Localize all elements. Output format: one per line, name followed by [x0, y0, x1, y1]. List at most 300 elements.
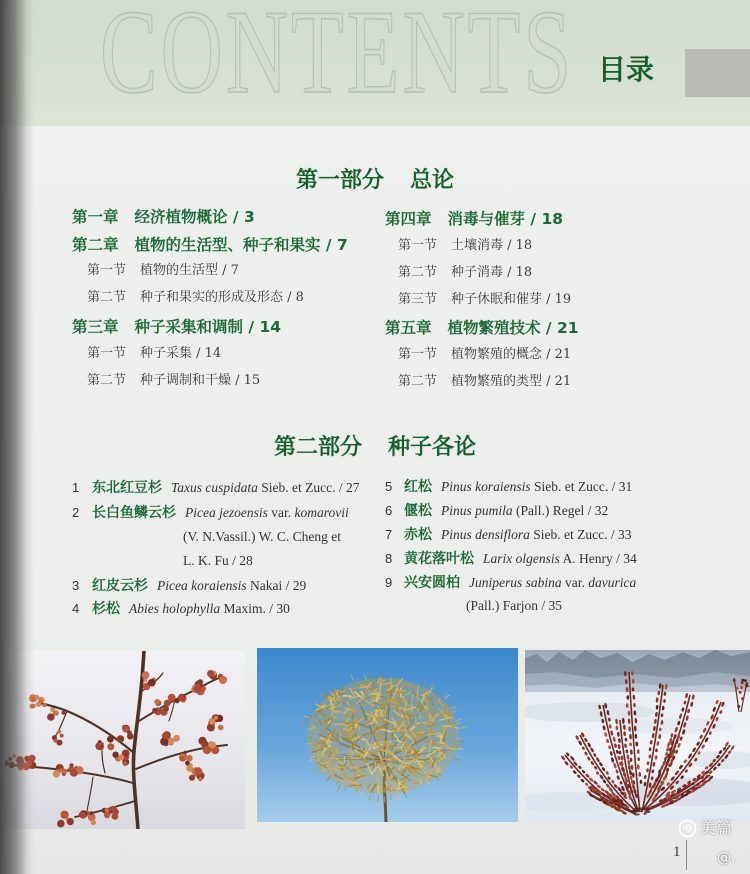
red-plant-seed	[733, 679, 736, 682]
red-plant-seed	[685, 693, 689, 699]
section-number: 第三节	[398, 292, 438, 307]
contents-watermark: CONTENTS	[100, 0, 575, 118]
red-plant-seed	[585, 773, 590, 778]
page-title: 目录	[598, 53, 655, 86]
red-plant-seed	[575, 735, 580, 741]
red-plant-seed	[650, 776, 653, 780]
red-plant-seed	[736, 687, 739, 690]
flower-bud	[209, 742, 216, 749]
red-plant-seed	[687, 709, 691, 714]
red-plant-seed	[618, 738, 621, 743]
flower-bud	[194, 767, 202, 775]
red-plant-seed	[609, 751, 613, 756]
tree-twig	[398, 795, 399, 801]
app-watermark: 美篇	[700, 818, 733, 837]
tree-twig	[405, 793, 407, 799]
tree-leaf	[391, 778, 397, 779]
flower-bud	[198, 777, 202, 781]
red-plant-seed	[617, 744, 620, 749]
red-plant-seed	[737, 705, 740, 708]
species-entry-9	[385, 573, 636, 593]
species-entry-2-continuation: (V. N.Vassil.) W. C. Cheng et	[183, 529, 342, 544]
header-band	[0, 0, 750, 126]
tree-twig	[423, 681, 426, 686]
section-title: 种子采集 / 14	[140, 346, 222, 361]
species-entry-3	[72, 576, 306, 596]
flower-cluster	[191, 679, 206, 695]
part2-label: 第二部分	[273, 434, 362, 460]
chapter-title: 经济植物概论 / 3	[134, 208, 255, 226]
flower-bud	[209, 718, 216, 725]
tree-twig	[351, 675, 353, 681]
red-plant-seed	[623, 731, 626, 736]
part2-heading	[0, 434, 750, 460]
flower-bud	[203, 746, 211, 754]
tree-twig	[458, 742, 464, 743]
red-plant-seed	[615, 769, 619, 774]
red-plant-seed	[578, 765, 582, 770]
tree-leaf	[450, 748, 454, 749]
red-plant-seed	[655, 697, 658, 703]
flower-bud	[99, 745, 103, 749]
species-entry-9-continuation: (Pall.) Farjon / 35	[466, 598, 562, 613]
tree-twig	[455, 755, 461, 757]
red-plant-seed	[744, 679, 747, 682]
red-plant-seed	[655, 705, 658, 710]
species-chinese-name: 兴安圆柏	[404, 575, 460, 591]
red-plant-seed	[595, 757, 600, 763]
red-plant-seed	[630, 758, 633, 762]
tree-leaf	[335, 724, 344, 725]
tree-leaf	[408, 715, 414, 716]
red-plant-seed	[564, 760, 569, 766]
red-plant-seed	[602, 725, 606, 730]
tree-leaf	[378, 786, 379, 793]
red-plant-seed	[691, 694, 695, 700]
red-plant-seed	[635, 741, 638, 746]
flower-bud	[29, 755, 36, 762]
flower-cluster	[53, 764, 68, 778]
species-entry-8	[385, 549, 637, 569]
chapter-number: 第二章	[72, 236, 119, 254]
red-plant-seed	[605, 771, 610, 776]
toc-section-5-1	[398, 345, 571, 365]
red-plant-seed	[620, 755, 623, 760]
flower-bud	[57, 766, 61, 770]
red-plant-seed	[626, 754, 629, 760]
part1-heading	[0, 167, 750, 193]
flower-bud	[36, 701, 42, 707]
red-plant-seed	[610, 730, 614, 736]
species-number: 1	[72, 480, 80, 495]
flower-bud	[127, 730, 132, 735]
chapter-title: 消毒与催芽 / 18	[447, 210, 564, 228]
red-plant-seed	[678, 764, 683, 770]
tree-leaf	[343, 696, 350, 697]
ground-debris	[646, 808, 649, 810]
species-latin-name: Picea koraiensis	[157, 578, 247, 593]
tree-leaf	[417, 686, 418, 698]
tree-twig	[454, 758, 460, 760]
photo-golden-shrub	[257, 648, 518, 822]
red-plant-seed	[632, 695, 635, 700]
flower-bud	[122, 725, 127, 730]
red-plant-seed	[608, 745, 611, 749]
species-latin-name: Abies holophylla	[129, 601, 221, 616]
logo-swirl	[683, 825, 691, 831]
species-number: 6	[385, 503, 393, 518]
watermark-handle: @.	[717, 850, 736, 866]
flower-bud	[42, 703, 47, 708]
tree-leaf	[366, 745, 377, 746]
flower-cluster	[95, 736, 114, 751]
species-latin-name: Juniperus sabina	[469, 575, 562, 590]
tree-leaf	[413, 783, 419, 784]
flower-cluster	[52, 730, 64, 746]
red-plant-seed	[628, 765, 632, 771]
tree-leaf	[412, 704, 413, 711]
ground-debris	[644, 811, 651, 813]
branch	[133, 651, 144, 829]
tree-twig	[461, 727, 467, 728]
flower-bud	[57, 730, 61, 734]
section-title: 种子调制和干燥 / 15	[140, 373, 261, 388]
red-plant-seed	[625, 749, 628, 753]
red-plant-seed	[646, 761, 649, 765]
section-title: 土壤消毒 / 18	[451, 238, 533, 253]
branch	[87, 777, 93, 811]
flower-bud	[62, 711, 66, 715]
species-number: 7	[385, 527, 393, 542]
species-author-page: Sieb. et Zucc. / 33	[533, 527, 632, 542]
chapter-number: 第四章	[385, 210, 432, 228]
flower-bud	[80, 812, 87, 819]
red-plant-seed	[741, 697, 744, 700]
page-number: 1	[673, 844, 681, 860]
flower-cluster	[29, 694, 47, 708]
toc-chapter-5	[385, 318, 579, 338]
species-number: 5	[385, 479, 393, 494]
red-plant-seed	[660, 713, 663, 717]
red-plant-seed	[739, 691, 742, 694]
red-plant-seed	[611, 779, 616, 784]
species-author-page: (Pall.) Regel / 32	[516, 503, 609, 518]
tree-leaf	[341, 727, 342, 734]
tree-leaf	[364, 691, 365, 701]
flower-bud	[105, 808, 109, 812]
section-number: 第二节	[87, 290, 127, 305]
red-plant-seed	[576, 774, 581, 779]
red-plant-seed	[654, 755, 657, 760]
flower-bud	[185, 761, 190, 766]
species-chinese-name: 偃松	[404, 503, 432, 519]
species-author-page: Sieb. et Zucc. / 31	[534, 479, 633, 494]
section-number: 第二节	[87, 373, 127, 388]
red-plant-seed	[632, 772, 635, 778]
red-plant-seed	[646, 768, 649, 772]
red-plant-seed	[638, 772, 641, 777]
red-plant-seed	[630, 749, 633, 754]
tree-twig	[300, 723, 306, 724]
red-plant-seed	[618, 751, 621, 755]
section-title: 植物繁殖的概念 / 21	[451, 347, 572, 362]
section-number: 第一节	[87, 263, 127, 278]
tree-leaf	[432, 695, 433, 705]
red-plant-seed	[655, 712, 658, 717]
flower-bud	[189, 775, 195, 781]
red-plant-seed	[593, 780, 599, 786]
part1-label: 第一部分	[295, 167, 384, 193]
red-plant-seed	[626, 695, 629, 700]
red-plant-seed	[587, 756, 591, 761]
red-plant-seed	[637, 764, 640, 769]
section-number: 第二节	[398, 374, 438, 389]
red-plant-seed	[584, 751, 588, 756]
flower-bud	[12, 754, 16, 758]
species-chinese-name: 东北红豆杉	[92, 480, 162, 496]
flower-bud	[16, 756, 24, 764]
tree-leaf	[440, 750, 441, 759]
flower-bud	[8, 757, 12, 761]
red-plant-seed	[584, 782, 588, 786]
species-latin-name: Larix olgensis	[483, 551, 560, 566]
tree-twig	[441, 777, 445, 781]
flower-bud	[117, 735, 124, 742]
red-plant-seed	[649, 747, 652, 751]
tree-leaf	[441, 738, 442, 742]
species-infraspecific-name: komarovii	[294, 505, 349, 520]
toc-chapter-1	[72, 207, 255, 227]
toc-section-3-2	[87, 371, 260, 391]
species-number: 2	[72, 505, 80, 520]
tree-leaf	[380, 682, 381, 692]
flower-bud	[197, 684, 201, 688]
flower-bud	[53, 770, 60, 777]
chapter-number: 第一章	[72, 208, 119, 226]
species-latin-name: Pinus densiflora	[441, 527, 530, 542]
red-plant-seed	[596, 771, 600, 775]
red-plant-seed	[590, 747, 595, 753]
red-plant-seed	[677, 743, 681, 748]
page-number-rule	[686, 840, 687, 870]
flower-bud	[173, 737, 177, 741]
red-plant-seed	[593, 753, 597, 758]
flower-bud	[57, 740, 63, 746]
flower-bud	[164, 706, 169, 711]
species-latin-name: Taxus cuspidata	[171, 480, 258, 495]
flower-cluster	[160, 731, 180, 746]
tree-twig	[443, 693, 448, 697]
tree-twig	[391, 794, 392, 800]
photo-red-plant-in-snow	[525, 650, 750, 822]
flower-cluster	[57, 811, 74, 828]
flower-cluster	[102, 806, 119, 820]
species-number: 9	[385, 575, 393, 590]
part1-title: 总论	[410, 167, 455, 193]
chapter-title: 植物繁殖技术 / 21	[447, 319, 579, 337]
flower-bud	[154, 699, 160, 705]
red-plant-seed	[663, 692, 666, 696]
header-tab-block	[685, 49, 750, 97]
flower-bud	[118, 754, 124, 760]
red-plant-seed	[658, 734, 661, 739]
red-plant-seed	[614, 743, 618, 748]
tree-twig	[454, 762, 459, 765]
flower-cluster	[179, 753, 193, 771]
red-plant-seed	[651, 769, 654, 773]
flower-bud	[50, 708, 55, 713]
tree-twig	[445, 695, 450, 699]
flower-cluster	[207, 714, 224, 731]
flower-bud	[148, 679, 156, 687]
flower-bud	[152, 708, 157, 713]
red-plant-seed	[648, 754, 651, 758]
flower-bud	[70, 769, 78, 777]
red-plant-seed	[740, 686, 743, 689]
flower-bud	[112, 752, 118, 758]
red-plant-seed	[596, 784, 601, 789]
toc-section-5-2	[398, 372, 571, 392]
section-title: 植物的生活型 / 7	[140, 263, 239, 278]
flower-cluster	[68, 763, 83, 777]
species-entry-7	[385, 525, 632, 545]
red-plant-seed	[600, 787, 605, 792]
flower-bud	[107, 743, 114, 750]
red-plant-seed	[650, 740, 653, 745]
red-plant-seed	[617, 731, 620, 737]
species-entry-2-continuation: L. K. Fu / 28	[183, 553, 253, 568]
species-author-page: Sieb. et Zucc. / 27	[261, 480, 360, 495]
species-entry-6	[385, 501, 608, 521]
tree-leaf	[387, 686, 388, 692]
species-number: 3	[72, 578, 80, 593]
species-author-page: Maxim. / 30	[223, 601, 290, 616]
red-plant-seed	[712, 706, 716, 712]
red-plant-seed	[629, 770, 633, 776]
red-plant-seed	[619, 781, 623, 785]
tree-leaf	[433, 740, 434, 746]
red-plant-seed	[624, 743, 627, 748]
red-plant-seed	[604, 732, 608, 737]
species-rank: var.	[271, 505, 292, 520]
tree-twig	[457, 719, 463, 721]
red-plant-seed	[629, 742, 632, 746]
ground-debris	[631, 810, 635, 812]
flower-bud	[214, 716, 218, 720]
red-plant-snow-picture	[525, 650, 750, 822]
ground-debris	[626, 809, 630, 811]
tree-twig	[365, 674, 366, 680]
ground-debris	[634, 813, 640, 815]
species-latin-name: Pinus koraiensis	[441, 479, 531, 494]
red-plant-seed	[637, 749, 640, 754]
tree-twig	[373, 793, 374, 799]
red-plant-seed	[655, 748, 658, 752]
chapter-title: 植物的生活型、种子和果实 / 7	[134, 236, 348, 254]
red-plant-seed	[613, 762, 617, 769]
red-plant-seed	[745, 684, 748, 687]
red-plant-seed	[690, 702, 694, 707]
species-author-page: A. Henry / 34	[562, 551, 637, 566]
flower-bud	[31, 704, 36, 709]
species-number: 4	[72, 601, 80, 616]
flower-bud	[123, 761, 128, 766]
red-plant-seed	[666, 747, 670, 752]
red-plant-seed	[606, 738, 610, 743]
red-plant-seed	[578, 740, 583, 746]
red-plant-seed	[656, 741, 659, 746]
section-number: 第二节	[398, 265, 438, 280]
tree-leaf	[443, 738, 444, 742]
flower-cluster	[142, 671, 156, 690]
section-title: 种子和果实的形成及形态 / 8	[140, 290, 304, 305]
red-plant-seed	[644, 775, 647, 779]
flowering-branch-picture	[5, 651, 245, 829]
flower-bud	[162, 732, 169, 739]
flower-bud	[218, 725, 224, 731]
red-plant-seed	[637, 757, 640, 761]
toc-section-3-1	[87, 344, 221, 364]
tree-leaf	[351, 767, 357, 768]
flower-bud	[174, 698, 179, 703]
species-number: 8	[385, 551, 393, 566]
species-latin-name: Picea jezoensis	[185, 505, 268, 520]
red-plant-seed	[681, 707, 685, 712]
toc-chapter-2	[72, 235, 348, 255]
flower-bud	[8, 762, 14, 768]
section-number: 第一节	[398, 238, 438, 253]
species-infraspecific-name: davurica	[588, 575, 637, 590]
red-plant-seed	[741, 681, 744, 684]
toc-chapter-4	[385, 209, 563, 229]
red-plant-seed	[662, 706, 665, 711]
flower-bud	[62, 769, 67, 774]
red-plant-seed	[730, 745, 735, 751]
section-title: 种子消毒 / 18	[451, 265, 533, 280]
flower-bud	[207, 670, 214, 677]
tree-leaf	[374, 762, 375, 768]
golden-shrub-picture	[257, 648, 518, 822]
tree-leaf	[376, 691, 377, 696]
tree-leaf	[404, 755, 405, 760]
red-plant-seed	[580, 778, 585, 783]
toc-chapter-3	[72, 317, 281, 337]
flower-bud	[67, 818, 74, 825]
red-plant-seed	[634, 734, 637, 739]
chapter-number: 第三章	[72, 318, 119, 336]
flower-bud	[5, 760, 9, 766]
tree-twig	[450, 704, 455, 707]
flower-bud	[142, 671, 150, 679]
red-plant-seed	[617, 756, 621, 761]
red-plant-seed	[615, 750, 619, 755]
toc-section-4-3	[398, 290, 571, 310]
species-chinese-name: 红皮云杉	[92, 578, 148, 594]
section-title: 种子休眠和催芽 / 19	[451, 292, 572, 307]
red-plant-seed	[587, 742, 592, 748]
flower-cluster	[112, 750, 129, 767]
tree-twig	[320, 692, 324, 696]
part2-title: 种子各论	[388, 434, 477, 460]
chapter-title: 种子采集和调制 / 14	[134, 318, 282, 336]
red-plant-seed	[715, 699, 719, 704]
tree-twig	[369, 795, 370, 801]
toc-section-4-2	[398, 263, 532, 283]
toc-section-4-1	[398, 236, 532, 256]
ground-debris	[638, 808, 645, 810]
tree-twig	[451, 710, 456, 712]
red-plant-seed	[572, 770, 577, 775]
